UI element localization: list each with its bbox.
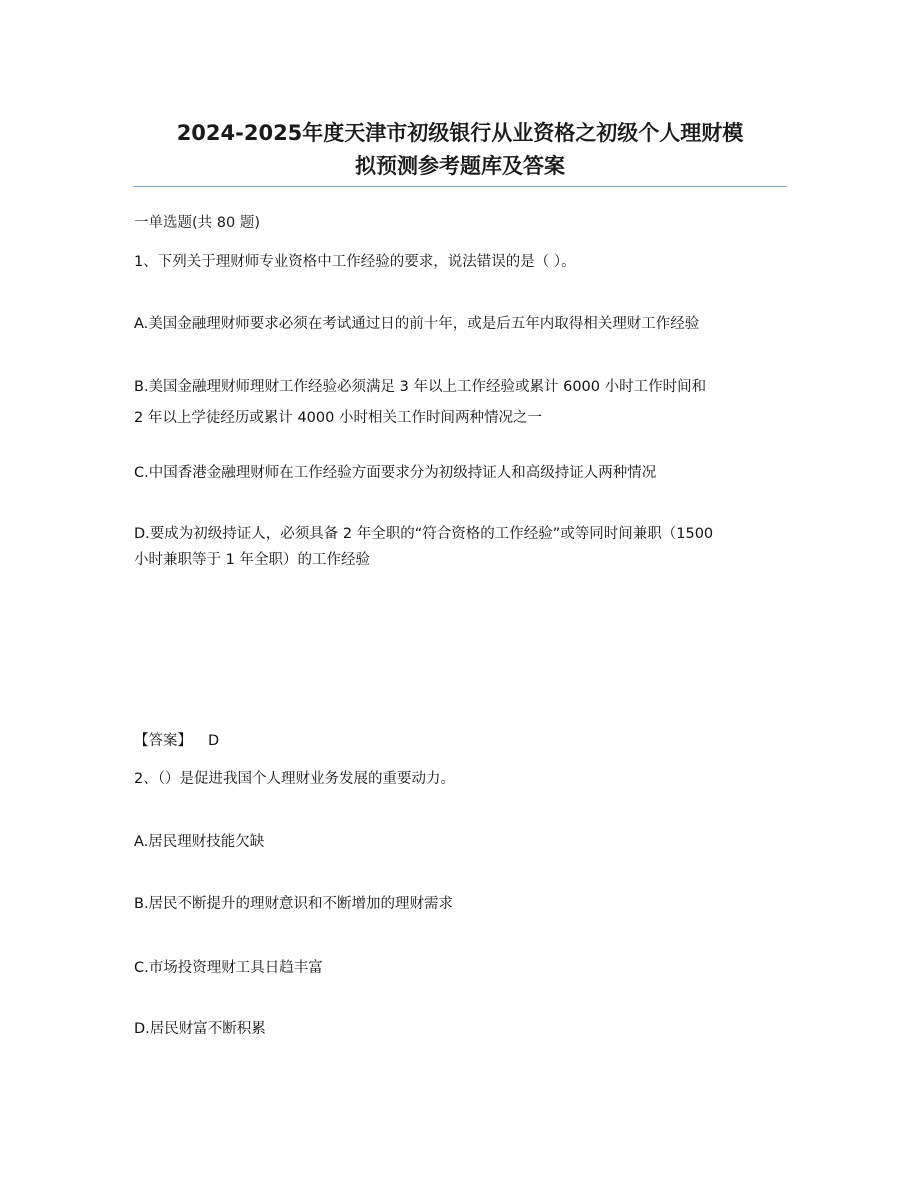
question-1-option-b-cont: 2 年以上学徒经历或累计 4000 小时相关工作时间两种情况之一 <box>134 410 542 426</box>
question-2-option-d: D.居民财富不断积累 <box>134 1021 266 1037</box>
question-2-option-c: C.市场投资理财工具日趋丰富 <box>134 960 323 976</box>
section-heading: 一单选题(共 80 题) <box>134 215 260 231</box>
question-1-option-d: D.要成为初级持证人，必须具备 2 年全职的“符合资格的工作经验”或等同时间兼职（1500 <box>134 526 714 542</box>
question-2-option-b: B.居民不断提升的理财意识和不断增加的理财需求 <box>134 896 454 912</box>
answer-label: 【答案】 <box>134 733 192 749</box>
question-1-option-b: B.美国金融理财师理财工作经验必须满足 3 年以上工作经验或累计 6000 小时工作时间和 <box>134 379 707 395</box>
question-1-option-d-cont: 小时兼职等于 1 年全职）的工作经验 <box>134 552 370 568</box>
question-1-option-c: C.中国香港金融理财师在工作经验方面要求分为初级持证人和高级持证人两种情况 <box>134 465 657 481</box>
question-1-answer <box>134 728 794 754</box>
question-2-stem: 2、（）是促进我国个人理财业务发展的重要动力。 <box>134 771 455 787</box>
title-divider <box>133 186 787 187</box>
document-title-line-1: 2024-2025年度天津市初级银行从业资格之初级个人理财模 <box>176 121 744 145</box>
question-1-stem: 1、下列关于理财师专业资格中工作经验的要求，说法错误的是（ ）。 <box>134 254 576 270</box>
document-title-line-2: 拟预测参考题库及答案 <box>355 154 565 178</box>
question-2-option-a: A.居民理财技能欠缺 <box>134 834 265 850</box>
question-1-option-a: A.美国金融理财师要求必须在考试通过日的前十年，或是后五年内取得相关理财工作经验 <box>134 316 700 332</box>
answer-value: D <box>208 733 220 749</box>
